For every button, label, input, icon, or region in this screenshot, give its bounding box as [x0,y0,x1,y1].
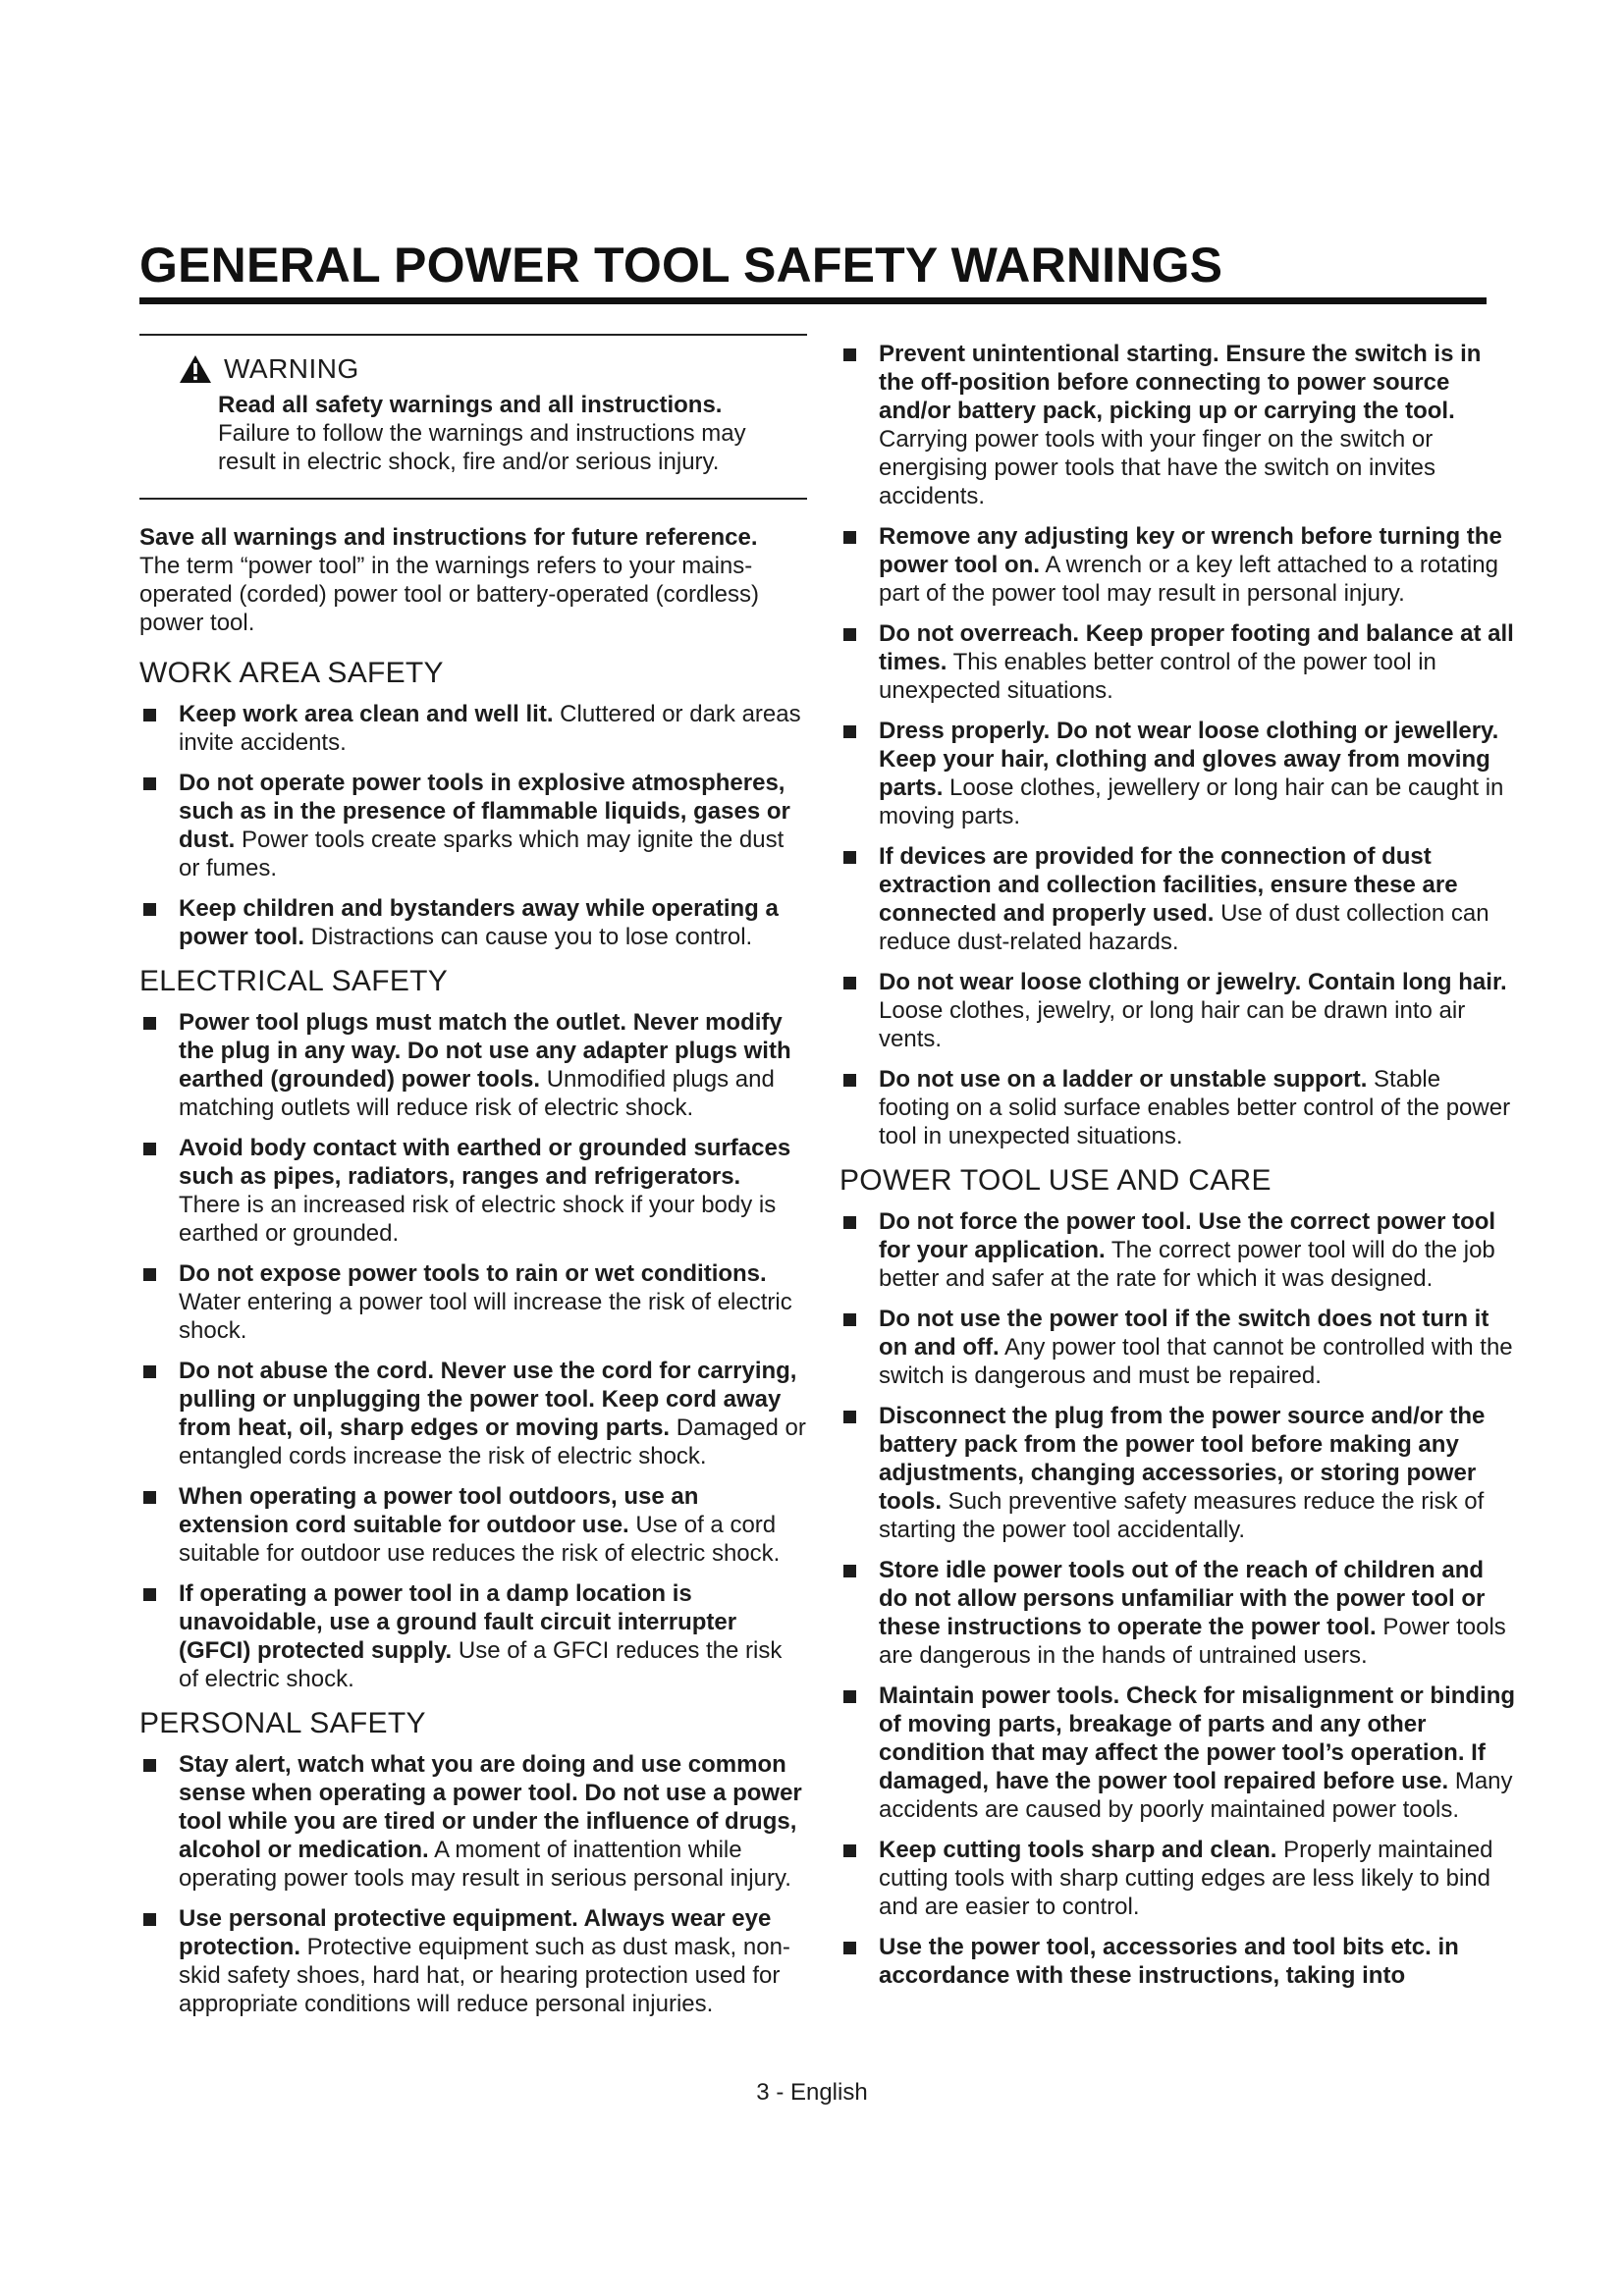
bullet-icon [843,1690,856,1703]
item-text: Use of a GFCI reduces the risk of electric shock. [179,1637,783,1692]
item-bold-text: Avoid body contact with earthed or grounded surfaces such as pipes, radiators, ranges and refrigerators. [179,1135,791,1190]
item-bold-text: Keep work area clean and well lit. [179,701,554,727]
list-item [839,1207,1517,1293]
bullet-icon [843,348,856,361]
item-bold-text: Do not operate power tools in explosive atmospheres, such as in the presence of flammable liquids, gases or dust. [179,770,790,853]
bullet-icon [843,851,856,864]
item-text: Use of a cord suitable for outdoor use reduces the risk of electric shock. [179,1512,781,1567]
warning-label: WARNING [224,353,359,384]
bullet-icon [843,1844,856,1857]
bullet-icon [843,531,856,544]
warning-header [179,353,807,385]
bullet-icon [143,1017,156,1030]
item-bold-text: Do not expose power tools to rain or wet conditions. [179,1260,767,1287]
item-bold-text: If operating a power tool in a damp location is unavoidable, use a ground fault circuit interrupter (GFCI) protected supply. [179,1580,737,1664]
bullet-icon [143,1268,156,1281]
item-text: Power tools are dangerous in the hands of untrained users. [879,1614,1506,1669]
item-bold-text: Use personal protective equipment. Always wear eye protection. [179,1905,772,1960]
item-text: Such preventive safety measures reduce the risk of starting the power tool accidentally. [879,1488,1485,1543]
personal-continued-list [839,340,1517,1150]
page-footer: 3 - English [756,2079,868,2106]
section-heading-use-care: POWER TOOL USE AND CARE [839,1164,1272,1197]
item-text: Use of dust collection can reduce dust-related hazards. [879,900,1489,955]
intro-bold-text: Save all warnings and instructions for future reference. [139,524,758,551]
item-text: Distractions can cause you to lose control. [310,924,753,950]
bullet-icon [143,1491,156,1504]
item-bold-text: If devices are provided for the connection of dust extraction and collection facilities, ensure these are connected and properly used. [879,843,1458,927]
bullet-icon [143,1759,156,1772]
item-bold-text: Keep children and bystanders away while operating a power tool. [179,895,779,950]
bullet-icon [143,1143,156,1155]
list-item [839,717,1517,830]
list-item [139,1579,807,1693]
item-bold-text: Prevent unintentional starting. Ensure the switch is in the off-position before connecting to power source and/or battery pack, picking up or carrying the tool. [879,341,1482,424]
section-heading-work-area: WORK AREA SAFETY [139,657,444,689]
list-item [139,769,807,882]
bullet-icon [143,777,156,790]
item-text: This enables better control of the power tool in unexpected situations. [879,649,1436,704]
bullet-icon [143,903,156,916]
item-text: Carrying power tools with your finger on the switch or energising power tools that have the switch on invites accidents. [879,426,1435,509]
item-text: Water entering a power tool will increase the risk of electric shock. [179,1289,792,1344]
item-bold-text: Stay alert, watch what you are doing and use common sense when operating a power tool. Do not use a power tool while you are tired or under the influence of drugs, alcohol or medication. [179,1751,802,1863]
item-bold-text: Remove any adjusting key or wrench before turning the power tool on. [879,523,1502,578]
bullet-icon [843,1411,856,1423]
warning-text: Failure to follow the warnings and instructions may result in electric shock, fire and/or serious injury. [218,420,746,475]
list-item [139,1134,807,1248]
bullet-icon [143,1588,156,1601]
item-text: Cluttered or dark areas invite accidents. [179,701,801,756]
work-area-list [139,700,807,951]
list-item [839,1305,1517,1390]
list-item [839,1065,1517,1150]
item-bold-text: Do not abuse the cord. Never use the cord for carrying, pulling or unplugging the power tool. Keep cord away from heat, oil, sharp edges or moving parts. [179,1358,797,1441]
item-text: Properly maintained cutting tools with sharp cutting edges are less likely to bind and are easier to control. [879,1837,1493,1920]
warning-bold-text: Read all safety warnings and all instructions. [218,392,723,418]
warning-body [218,391,807,476]
bullet-icon [843,977,856,989]
title-rule [139,297,1487,304]
list-item [839,1556,1517,1670]
list-item [839,1933,1517,1990]
item-text: Damaged or entangled cords increase the risk of electric shock. [179,1415,806,1469]
list-item [139,700,807,757]
bullet-icon [143,1365,156,1378]
list-item [839,619,1517,705]
bullet-icon [843,725,856,738]
item-text: A moment of inattention while operating power tools may result in serious personal injury. [179,1837,791,1892]
item-bold-text: Use the power tool, accessories and tool bits etc. in accordance with these instructions, taking into [879,1934,1459,1989]
item-text: Any power tool that cannot be controlled with the switch is dangerous and must be repaired. [879,1334,1513,1389]
item-bold-text: Do not use the power tool if the switch does not turn it on and off. [879,1306,1489,1361]
page-title: GENERAL POWER TOOL SAFETY WARNINGS [139,238,1223,293]
list-item [139,894,807,951]
item-bold-text: Store idle power tools out of the reach of children and do not allow persons unfamiliar with the power tool or these instructions to operate the power tool. [879,1557,1486,1640]
item-text: Loose clothes, jewelry, or long hair can be drawn into air vents. [879,997,1466,1052]
list-item [839,1402,1517,1544]
item-text: There is an increased risk of electric shock if your body is earthed or grounded. [179,1192,777,1247]
list-item [139,1357,807,1470]
list-item [839,522,1517,608]
bullet-icon [843,1565,856,1577]
bullet-icon [843,628,856,641]
item-text: Many accidents are caused by poorly maintained power tools. [879,1768,1513,1823]
list-item [839,968,1517,1053]
section-heading-electrical: ELECTRICAL SAFETY [139,965,449,997]
bullet-icon [143,1913,156,1926]
item-bold-text: When operating a power tool outdoors, use an extension cord suitable for outdoor use. [179,1483,699,1538]
item-text: Unmodified plugs and matching outlets will reduce risk of electric shock. [179,1066,775,1121]
left-column [139,334,807,2030]
section-heading-personal: PERSONAL SAFETY [139,1707,426,1739]
bullet-icon [843,1942,856,1954]
item-bold-text: Do not use on a ladder or unstable support. [879,1066,1368,1093]
warning-triangle-icon [179,354,212,384]
list-item [839,1682,1517,1824]
list-item [139,1259,807,1345]
list-item [139,1482,807,1568]
use-care-list [839,1207,1517,1990]
item-bold-text: Dress properly. Do not wear loose clothing or jewellery. Keep your hair, clothing and gloves away from moving parts. [879,718,1499,801]
bullet-icon [143,709,156,721]
list-item [139,1008,807,1122]
warning-box [139,334,807,500]
list-item [839,340,1517,510]
bullet-icon [843,1074,856,1087]
personal-list [139,1750,807,2018]
item-text: Loose clothes, jewellery or long hair can be caught in moving parts. [879,774,1504,829]
item-text: Stable footing on a solid surface enables better control of the power tool in unexpected situations. [879,1066,1511,1149]
bullet-icon [843,1216,856,1229]
item-bold-text: Power tool plugs must match the outlet. Never modify the plug in any way. Do not use any adapter plugs with earthed (grounded) power tools. [179,1009,791,1093]
intro-text: The term “power tool” in the warnings refers to your mains-operated (corded) power tool or battery-operated (cordless) power tool. [139,553,759,636]
list-item [139,1750,807,1893]
item-text: Power tools create sparks which may ignite the dust or fumes. [179,827,785,881]
list-item [139,1904,807,2018]
item-bold-text: Do not force the power tool. Use the correct power tool for your application. [879,1208,1496,1263]
list-item [839,842,1517,956]
bullet-icon [843,1313,856,1326]
right-column [839,340,1517,2002]
item-text: A wrench or a key left attached to a rotating part of the power tool may result in personal injury. [879,552,1498,607]
list-item [839,1836,1517,1921]
item-bold-text: Keep cutting tools sharp and clean. [879,1837,1277,1863]
item-bold-text: Disconnect the plug from the power source and/or the battery pack from the power tool before making any adjustments, changing accessories, or storing power tools. [879,1403,1486,1515]
item-text: The correct power tool will do the job better and safer at the rate for which it was designed. [879,1237,1495,1292]
item-text: Protective equipment such as dust mask, non-skid safety shoes, hard hat, or hearing protection used for appropriate conditions will reduce personal injuries. [179,1934,790,2017]
electrical-list [139,1008,807,1693]
item-bold-text: Maintain power tools. Check for misalignment or binding of moving parts, breakage of parts and any other condition that may affect the power tool’s operation. If damaged, have the power tool repaired before use. [879,1682,1516,1794]
item-bold-text: Do not wear loose clothing or jewelry. Contain long hair. [879,969,1507,995]
item-bold-text: Do not overreach. Keep proper footing and balance at all times. [879,620,1514,675]
intro-paragraph [139,523,807,637]
